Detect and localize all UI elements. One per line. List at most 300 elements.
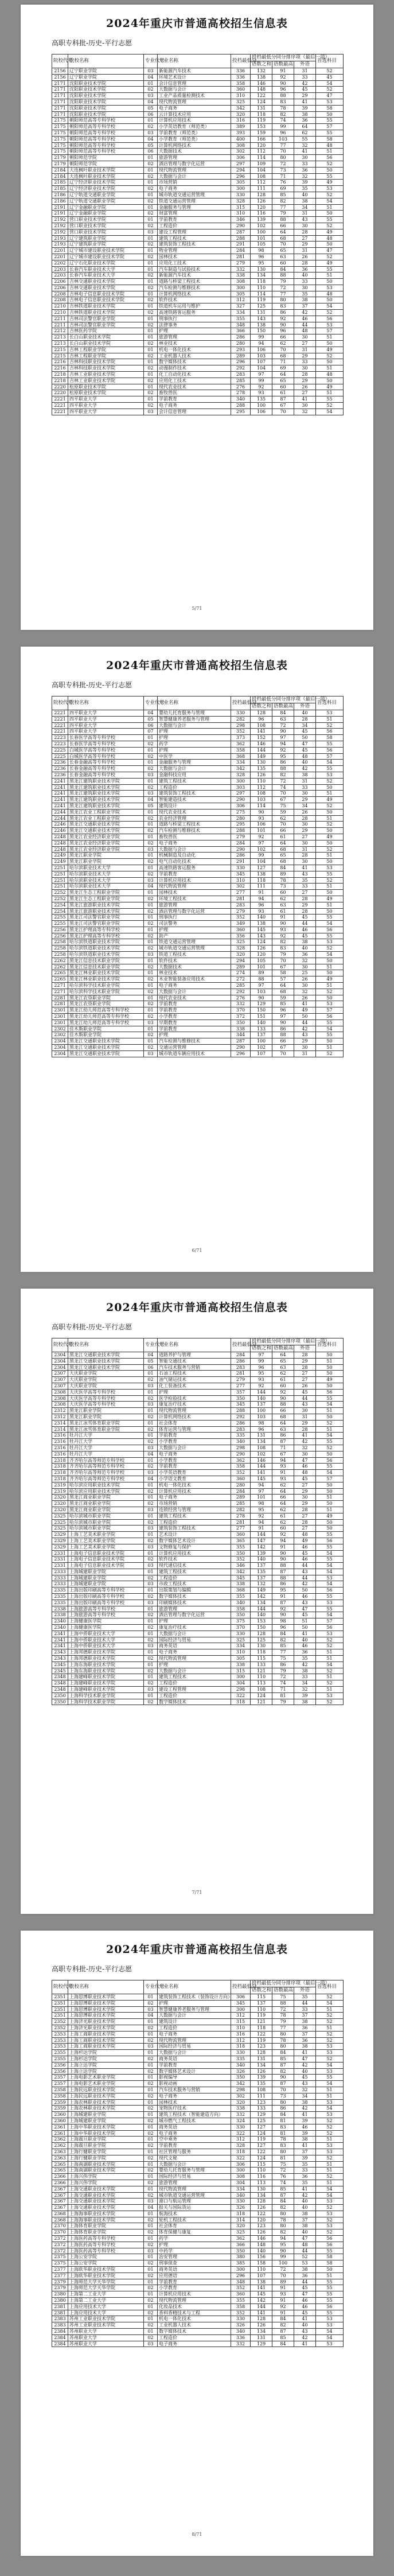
table-cell-school-code: 2221 [52, 408, 68, 415]
table-row [52, 2341, 344, 2347]
table-cell-school-code: 2256 [52, 933, 68, 939]
table-cell-school-name: 哈尔滨职业技术大学 [68, 865, 144, 871]
table-cell-school-name: 上海欧华职业技术学院 [68, 2273, 144, 2279]
table-cell-lang-math: 110 [251, 2006, 272, 2013]
table-cell-major-name: 影视编导 [158, 2075, 231, 2081]
table-cell-school-code: 2316 [52, 1445, 68, 1451]
table-cell-lang-math-max: 90 [272, 1612, 294, 1618]
table-cell-major-name: 园林技术 [158, 890, 231, 896]
table-cell-lang-math: 103 [251, 353, 272, 359]
table-cell-first-choice: 51 [316, 716, 344, 722]
table-cell-school-name: 朝阳师范高等专科学校 [68, 142, 144, 149]
table-cell-school-name: 上海公安学院 [68, 2254, 144, 2260]
table-cell-foreign: 43 [294, 2329, 316, 2335]
table-cell-plan: 362 [231, 2236, 251, 2242]
table-cell-major-code: 02 [144, 1656, 158, 1662]
table-cell-foreign: 48 [294, 753, 316, 760]
table-cell-plan: 330 [231, 192, 251, 198]
table-cell-foreign: 38 [294, 2099, 316, 2106]
table-cell-plan: 342 [231, 2081, 251, 2087]
table-cell-major-code: 03 [144, 1526, 158, 1532]
table-cell-major-name: 智慧健康养老服务与管理 [158, 716, 231, 722]
table-cell-school-code: 2361 [52, 2130, 68, 2137]
table-cell-lang-math-max: 70 [272, 1050, 294, 1057]
table-cell-lang-math-max: 91 [272, 915, 294, 921]
page-title: 2024年重庆市普通高校招生信息表 [106, 659, 288, 672]
table-cell-major-name: 电子商务 [158, 1495, 231, 1501]
table-cell-lang-math-max: 84 [272, 865, 294, 871]
table-cell-foreign: 30 [294, 840, 316, 846]
table-cell-foreign: 30 [294, 791, 316, 797]
table-row [52, 1433, 344, 1439]
table-cell-major-name: 云计算技术应用 [158, 111, 231, 118]
table-cell-lang-math-max: 57 [272, 976, 294, 983]
table-cell-lang-math: 124 [251, 1692, 272, 1699]
table-cell-foreign: 31 [294, 1414, 316, 1420]
table-cell-school-name: 黑龙江农业工程职业学院 [68, 809, 144, 815]
table-cell-major-name: 电子商务 [158, 2341, 231, 2347]
table-cell-school-code: 2236 [52, 772, 68, 778]
table-cell-lang-math-max: 96 [272, 130, 294, 136]
table-cell-foreign: 40 [294, 2322, 316, 2329]
table-cell-major-code: 01 [144, 1007, 158, 1014]
table-row [52, 1476, 344, 1482]
table-row [52, 1507, 344, 1513]
table-cell-major-name: 电子商务 [158, 1649, 231, 1656]
table-cell-plan: 285 [231, 378, 251, 384]
table-row [52, 273, 344, 279]
table-cell-school-name: 黑龙江职业学院 [68, 859, 144, 865]
table-cell-plan: 298 [231, 1687, 251, 1693]
column-header-school-code: 院校代号 [52, 55, 68, 68]
table-cell-school-code: 2343 [52, 1649, 68, 1656]
table-cell-plan: 291 [231, 859, 251, 865]
table-cell-major-name: 现代物流管理 [158, 1656, 231, 1662]
table-cell-lang-math: 90 [251, 995, 272, 1001]
table-cell-major-name: 工程造价 [158, 2334, 231, 2341]
table-cell-school-code: 2236 [52, 760, 68, 766]
table-cell-major-name: 大数据与会计 [158, 2050, 231, 2056]
table-cell-lang-math: 151 [251, 1014, 272, 1020]
table-cell-lang-math-max: 93 [272, 927, 294, 933]
table-cell-lang-math: 94 [251, 1519, 272, 1526]
table-cell-major-code: 02 [144, 310, 158, 316]
table-cell-major-code: 01 [144, 1618, 158, 1625]
page-title: 2024年重庆市普通高校招生信息表 [106, 1301, 288, 1314]
table-cell-first-choice: 55 [316, 2291, 344, 2298]
table-cell-school-name: 松原职业技术学院 [68, 390, 144, 396]
admission-table [52, 1338, 344, 1705]
table-cell-lang-math-max: 72 [272, 2267, 294, 2273]
table-cell-school-name: 上海交通职业技术学院 [68, 2192, 144, 2198]
table-cell-plan: 400 [231, 136, 251, 142]
table-cell-lang-math: 100 [251, 229, 272, 235]
table-cell-major-name: 汽车检测与维修技术 [158, 828, 231, 834]
table-row [52, 921, 344, 927]
table-cell-foreign: 25 [294, 970, 316, 976]
table-cell-plan: 287 [231, 229, 251, 235]
table-cell-major-name: 应用化工技术 [158, 260, 231, 266]
table-cell-lang-math: 95 [251, 1371, 272, 1377]
table-cell-foreign: 29 [294, 353, 316, 359]
table-row [52, 1519, 344, 1526]
table-cell-major-name: 铁道交通运营管理 [158, 939, 231, 945]
table-cell-school-code: 2370 [52, 2223, 68, 2229]
table-cell-school-code: 2171 [52, 93, 68, 99]
table-cell-major-code: 01 [144, 834, 158, 840]
table-cell-foreign: 38 [294, 2019, 316, 2025]
table-cell-school-name: 辽宁轨道交通职业学院 [68, 198, 144, 204]
table-cell-major-code: 02 [144, 2310, 158, 2316]
table-cell-foreign: 28 [294, 853, 316, 859]
table-cell-major-code: 03 [144, 1383, 158, 1389]
table-cell-school-code: 2221 [52, 403, 68, 409]
table-cell-major-code: 05 [144, 716, 158, 722]
table-cell-lang-math: 101 [251, 828, 272, 834]
table-cell-major-code: 04 [144, 2205, 158, 2211]
table-cell-major-name: 工业机器人技术 [158, 2322, 231, 2329]
table-cell-first-choice: 52 [316, 87, 344, 93]
table-cell-plan: 320 [231, 2099, 251, 2106]
table-cell-major-name: 大数据技术 [158, 149, 231, 155]
table-cell-major-code: 01 [144, 180, 158, 186]
table-cell-major-code: 01 [144, 853, 158, 859]
table-cell-lang-math-max: 68 [272, 235, 294, 242]
table-row [52, 2112, 344, 2118]
table-cell-major-name: 城市轨道交通运营管理 [158, 192, 231, 198]
table-row [52, 248, 344, 254]
table-cell-school-code: 2254 [52, 902, 68, 908]
table-cell-lang-math: 145 [251, 2291, 272, 2298]
table-row [52, 1007, 344, 1014]
table-cell-lang-math: 142 [251, 2298, 272, 2304]
table-row [52, 989, 344, 995]
table-cell-school-code: 2348 [52, 1680, 68, 1687]
table-cell-major-code: 04 [144, 74, 158, 80]
table-cell-first-choice: 54 [316, 1581, 344, 1587]
table-cell-foreign: 44 [294, 2248, 316, 2254]
table-cell-school-code: 2372 [52, 2236, 68, 2242]
table-cell-first-choice: 51 [316, 1656, 344, 1662]
table-row [52, 1594, 344, 1600]
table-row [52, 760, 344, 766]
column-header-first-choice: 首选科目 [316, 55, 344, 68]
table-cell-school-code: 2221 [52, 396, 68, 403]
table-cell-major-code: 05 [144, 803, 158, 809]
table-cell-school-code: 2314 [52, 1420, 68, 1426]
table-cell-first-choice: 54 [316, 2106, 344, 2112]
table-cell-foreign: 45 [294, 2285, 316, 2291]
table-cell-first-choice: 48 [316, 291, 344, 297]
table-cell-lang-math-max: 80 [272, 2223, 294, 2229]
table-cell-major-name: 现代文秘 [158, 2155, 231, 2161]
table-cell-lang-math: 143 [251, 933, 272, 939]
table-cell-school-name: 上海立达学院 [68, 2068, 144, 2075]
table-cell-first-choice: 56 [316, 927, 344, 933]
table-cell-lang-math: 104 [251, 167, 272, 173]
table-cell-lang-math: 95 [251, 1507, 272, 1513]
table-cell-lang-math-max: 86 [272, 1661, 294, 1668]
table-cell-lang-math-max: 78 [272, 877, 294, 884]
table-cell-first-choice: 51 [316, 2087, 344, 2093]
table-cell-foreign: 30 [294, 983, 316, 989]
table-row [52, 254, 344, 260]
table-cell-first-choice: 55 [316, 2075, 344, 2081]
table-cell-major-code: 01 [144, 1495, 158, 1501]
table-cell-major-code: 01 [144, 1371, 158, 1377]
table-cell-major-name: 建筑工程技术 [158, 778, 231, 784]
table-row [52, 211, 344, 217]
table-row [52, 1513, 344, 1519]
table-cell-first-choice: 55 [316, 2248, 344, 2254]
table-cell-school-code: 2335 [52, 1600, 68, 1606]
column-header-major-code: 专业代号 [144, 1338, 158, 1352]
table-cell-plan: 312 [231, 2137, 251, 2143]
table-cell-major-code: 05 [144, 1358, 158, 1364]
table-cell-first-choice: 53 [316, 710, 344, 717]
table-cell-plan: 300 [231, 2267, 251, 2273]
table-cell-major-name: 汽车技术服务与营销 [158, 2087, 231, 2093]
table-cell-school-name: 哈尔滨应用职业技术学院 [68, 1482, 144, 1488]
table-cell-school-name: 上海电子信息职业技术学院 [68, 1550, 144, 1557]
table-cell-lang-math-max: 65 [272, 248, 294, 254]
table-cell-school-code: 2220 [52, 390, 68, 396]
table-cell-lang-math: 98 [251, 1420, 272, 1426]
table-cell-first-choice: 53 [316, 1692, 344, 1699]
table-cell-lang-math-max: 64 [272, 1420, 294, 1426]
table-cell-major-code: 02 [144, 285, 158, 291]
table-cell-school-name: 哈尔滨城市职业学院 [68, 1513, 144, 1519]
table-cell-lang-math: 144 [251, 1532, 272, 1538]
table-cell-major-name: 小学教育 [158, 2285, 231, 2291]
table-cell-foreign: 33 [294, 279, 316, 285]
table-cell-plan: 283 [231, 372, 251, 378]
table-cell-major-code: 01 [144, 1408, 158, 1414]
table-cell-lang-math: 130 [251, 760, 272, 766]
table-cell-first-choice: 52 [316, 1050, 344, 1057]
table-cell-major-code: 01 [144, 167, 158, 173]
table-cell-plan: 288 [231, 828, 251, 834]
table-cell-first-choice: 51 [316, 149, 344, 155]
table-cell-first-choice: 49 [316, 260, 344, 266]
table-cell-lang-math-max: 91 [272, 1470, 294, 1476]
table-cell-school-code: 2186 [52, 198, 68, 204]
table-cell-major-code: 03 [144, 1600, 158, 1606]
table-cell-first-choice: 51 [316, 2168, 344, 2174]
table-cell-major-code: 01 [144, 970, 158, 976]
table-cell-foreign: 41 [294, 2112, 316, 2118]
table-cell-lang-math-max: 74 [272, 1680, 294, 1687]
table-cell-lang-math-max: 81 [272, 2118, 294, 2124]
table-cell-major-code: 01 [144, 303, 158, 310]
table-cell-major-name: 宠物医疗技术 [158, 2106, 231, 2112]
table-cell-foreign: 46 [294, 2298, 316, 2304]
table-cell-first-choice: 52 [316, 2124, 344, 2130]
table-cell-plan: 350 [231, 2248, 251, 2254]
table-cell-school-name: 黑龙江建筑职业技术学院 [68, 791, 144, 797]
table-cell-plan: 330 [231, 710, 251, 717]
table-cell-first-choice: 49 [316, 384, 344, 390]
table-cell-school-code: 2203 [52, 273, 68, 279]
table-cell-school-code: 2244 [52, 815, 68, 822]
table-cell-major-name: 财富管理 [158, 211, 231, 217]
table-cell-major-code: 04 [144, 1451, 158, 1457]
table-cell-lang-math: 122 [251, 2149, 272, 2155]
table-cell-major-name: 现代物流管理 [158, 2298, 231, 2304]
table-cell-major-code: 01 [144, 735, 158, 741]
table-cell-lang-math-max: 66 [272, 223, 294, 229]
table-cell-foreign: 28 [294, 908, 316, 915]
table-cell-plan: 300 [231, 285, 251, 291]
table-cell-school-code: 2335 [52, 1594, 68, 1600]
table-cell-lang-math-max: 71 [272, 359, 294, 365]
table-cell-school-name: 黑龙江司法警官职业学院 [68, 921, 144, 927]
table-cell-first-choice: 51 [316, 365, 344, 372]
table-cell-first-choice: 56 [316, 2242, 344, 2248]
table-cell-lang-math-max: 87 [272, 1600, 294, 1606]
table-cell-first-choice: 52 [316, 1680, 344, 1687]
table-cell-school-code: 2156 [52, 68, 68, 75]
table-cell-school-code: 2213 [52, 334, 68, 341]
table-row [52, 1371, 344, 1377]
table-row [52, 710, 344, 717]
table-cell-foreign: 45 [294, 915, 316, 921]
table-cell-major-code: 01 [144, 2137, 158, 2143]
table-cell-lang-math: 150 [251, 1625, 272, 1631]
table-cell-foreign: 41 [294, 1433, 316, 1439]
table-cell-major-name: 大数据与会计 [158, 846, 231, 853]
table-cell-school-name: 黑龙江旅游职业技术学院 [68, 902, 144, 908]
table-cell-major-code: 02 [144, 1488, 158, 1495]
table-cell-lang-math: 135 [251, 766, 272, 772]
table-cell-major-code: 01 [144, 1674, 158, 1680]
table-cell-plan: 305 [231, 180, 251, 186]
table-cell-school-name: 上海农林职业技术学院 [68, 2106, 144, 2112]
column-header-detail: 投档最低分同分排序项（最后一项） [251, 55, 316, 61]
table-cell-foreign: 45 [294, 2075, 316, 2081]
table-cell-school-code: 2185 [52, 180, 68, 186]
table-cell-school-name: 大庆职业学院 [68, 1371, 144, 1377]
table-cell-first-choice: 50 [316, 908, 344, 915]
table-cell-plan: 298 [231, 1445, 251, 1451]
table-cell-first-choice: 51 [316, 2025, 344, 2031]
table-cell-major-name: 数字媒体技术 [158, 1594, 231, 1600]
column-header-school-code: 院校代号 [52, 1980, 68, 1994]
table-row [52, 2019, 344, 2025]
table-cell-lang-math-max: 64 [272, 983, 294, 989]
table-cell-school-name: 上海交通职业技术学院 [68, 2198, 144, 2205]
table-cell-school-name: 牡丹江大学 [68, 1433, 144, 1439]
table-row [52, 384, 344, 390]
table-cell-foreign: 46 [294, 2303, 316, 2310]
table-row [52, 2236, 344, 2242]
table-cell-major-name: 电子商务 [158, 403, 231, 409]
table-cell-major-name: 汽车检测与维修技术 [158, 1038, 231, 1045]
table-cell-first-choice: 57 [316, 124, 344, 130]
table-cell-lang-math: 150 [251, 1007, 272, 1014]
table-cell-foreign: 27 [294, 341, 316, 347]
table-cell-major-name: 城市轨道交通运营管理 [158, 2192, 231, 2198]
table-cell-lang-math: 158 [251, 2260, 272, 2267]
table-cell-major-name: 艺术设计 [158, 1532, 231, 1538]
table-cell-major-name: 护理 [158, 328, 231, 334]
table-cell-school-name: 上海杉达学院 [68, 2056, 144, 2062]
table-cell-major-code: 02 [144, 2242, 158, 2248]
table-cell-major-name: 印刷媒体技术 [158, 1600, 231, 1606]
table-cell-school-code: 2191 [52, 211, 68, 217]
table-cell-first-choice: 53 [316, 186, 344, 192]
table-cell-school-name: 吉林工业职业技术学院 [68, 372, 144, 378]
table-cell-foreign: 42 [294, 766, 316, 772]
page-number: 6/71 [192, 1248, 202, 1253]
table-cell-lang-math: 94 [251, 341, 272, 347]
table-cell-school-name: 上海民远职业技术学院 [68, 2093, 144, 2099]
table-cell-school-name: 长春汽车职业技术大学 [68, 266, 144, 273]
table-cell-plan: 286 [231, 1358, 251, 1364]
table-cell-school-name: 辽宁职业学院 [68, 74, 144, 80]
table-cell-lang-math-max: 82 [272, 939, 294, 945]
table-cell-school-code: 2372 [52, 2248, 68, 2254]
table-cell-lang-math-max: 88 [272, 217, 294, 223]
table-cell-plan: 284 [231, 1352, 251, 1359]
table-cell-major-code: 02 [144, 933, 158, 939]
table-cell-major-code: 01 [144, 192, 158, 198]
table-cell-major-code: 01 [144, 939, 158, 945]
table-cell-lang-math: 121 [251, 1668, 272, 1674]
table-cell-major-code: 01 [144, 266, 158, 273]
table-cell-first-choice: 54 [316, 1402, 344, 1408]
table-cell-major-name: 工业机器人技术 [158, 353, 231, 359]
table-cell-lang-math-max: 90 [272, 80, 294, 87]
table-row [52, 2180, 344, 2186]
table-cell-first-choice: 51 [316, 1495, 344, 1501]
table-cell-foreign: 38 [294, 1668, 316, 1674]
table-row [52, 772, 344, 778]
table-cell-major-name: 大数据与会计 [158, 2013, 231, 2019]
table-cell-foreign: 36 [294, 952, 316, 958]
table-cell-plan: 322 [231, 2155, 251, 2161]
table-cell-foreign: 42 [294, 2106, 316, 2112]
table-cell-lang-math: 99 [251, 853, 272, 859]
table-cell-major-name: 酒店管理与数字化运营 [158, 908, 231, 915]
table-cell-foreign: 29 [294, 1488, 316, 1495]
table-cell-foreign: 29 [294, 1038, 316, 1045]
table-cell-major-name: 香料香精技术与工程 [158, 2310, 231, 2316]
table-cell-first-choice: 51 [316, 1045, 344, 1051]
table-cell-first-choice: 54 [316, 2081, 344, 2087]
table-cell-lang-math-max: 59 [272, 809, 294, 815]
table-cell-foreign: 44 [294, 1395, 316, 1402]
table-cell-first-choice: 54 [316, 303, 344, 310]
table-cell-lang-math: 110 [251, 1674, 272, 1680]
table-cell-major-code: 02 [144, 840, 158, 846]
table-cell-school-code: 2206 [52, 279, 68, 285]
table-cell-first-choice: 50 [316, 1488, 344, 1495]
table-cell-plan: 310 [231, 1649, 251, 1656]
table-cell-major-name: 建筑装饰工程技术 [158, 791, 231, 797]
table-cell-major-code: 02 [144, 161, 158, 167]
table-cell-foreign: 45 [294, 1612, 316, 1618]
table-cell-school-code: 2357 [52, 2081, 68, 2087]
table-cell-lang-math: 120 [251, 2217, 272, 2223]
table-cell-foreign: 39 [294, 180, 316, 186]
table-cell-major-code: 02 [144, 2155, 158, 2161]
table-cell-major-name: 学前教育 [158, 2279, 231, 2285]
table-cell-first-choice: 56 [316, 1625, 344, 1631]
table-cell-major-name: 大数据与会计 [158, 2161, 231, 2168]
table-cell-school-code: 2304 [52, 1364, 68, 1371]
table-cell-lang-math: 153 [251, 1618, 272, 1625]
